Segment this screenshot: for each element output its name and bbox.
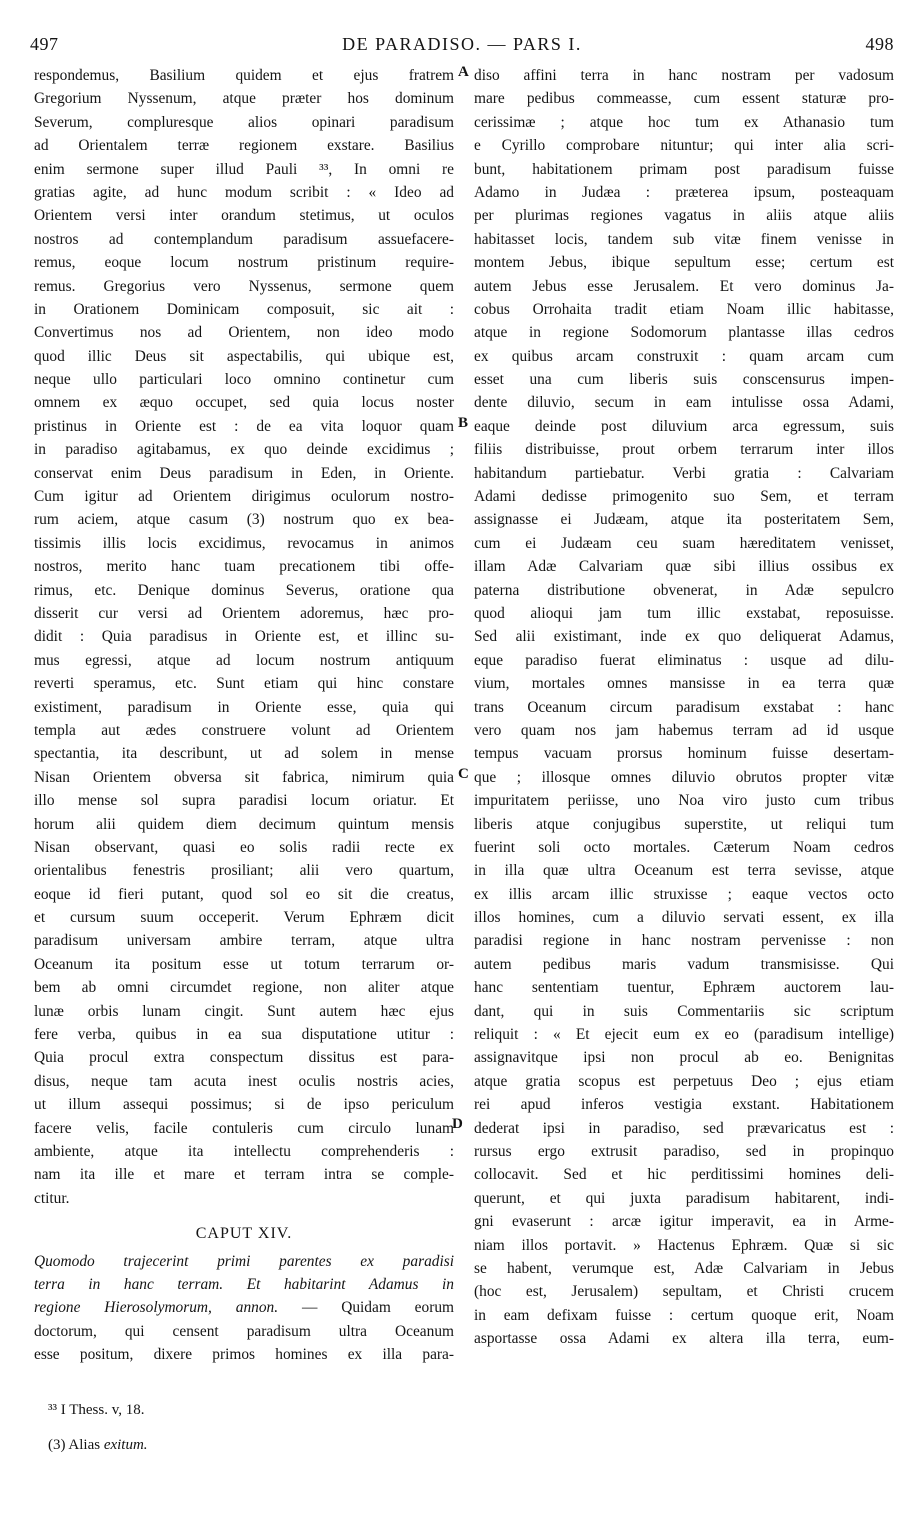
text-line: dederat ipsi in paradiso, sed prævaricatus est : [474, 1119, 894, 1137]
text-line: disus, neque tam acuta inest oculis nostris acies, [34, 1072, 454, 1090]
text-line: assignavitque ipsi non procul ab eo. Benignitas [474, 1049, 894, 1067]
text-line: horum alii quidem diem decimum quintum mensis [34, 815, 454, 833]
text-line: enim sermone super illud Pauli ³³, In omni re [34, 160, 454, 178]
text-line: liberis atque conjugibus superstite, ut reliqui tum [474, 815, 894, 833]
text-line: in paradiso agitabamus, ex quo deinde excidimus ; [34, 441, 454, 459]
chapter-title-tail: — Quidam eorum [278, 1299, 454, 1317]
margin-letter-a: A [458, 64, 469, 80]
text-line: bem ab omni circumdet regione, non aliter atque [34, 979, 454, 997]
text-line: ex illis arcam illic struxisse ; eaque vectos octo [474, 885, 894, 903]
text-line: trans Oceanum circum paradisum exstabat : hanc [474, 698, 894, 716]
right-column [474, 64, 894, 1350]
text-line: autem Jebus esse Jerusalem. Et vero dominus Ja- [474, 277, 894, 295]
running-title: DE PARADISO. — PARS I. [342, 34, 582, 54]
text-line: Orientem versi inter orandum stetimus, ut oculos [34, 207, 454, 225]
text-line: reverti speramus, etc. Sunt etiam qui hinc constare [34, 675, 454, 693]
text-line: illam Adæ Calvariam quæ sibi illius ossibus ex [474, 558, 894, 576]
text-line: paradisi regione in hanc nostram pervenisse : non [474, 932, 894, 950]
chapter-title-line: terra in hanc terram. Et habitarint Adamus in [34, 1275, 454, 1293]
text-line: lunæ orbis lunam cingit. Sunt autem hæc ejus [34, 1002, 454, 1020]
text-line: niam illos portavit. » Hactenus Ephræm. Quæ si sic [474, 1236, 894, 1254]
text-line: mare pedibus commeasse, cum essent staturæ pro- [474, 90, 894, 108]
text-line: habitandum partiebatur. Verbi gratia : Calvariam [474, 464, 894, 482]
text-line: Nisan observant, quasi eo solis radii recte ex [34, 838, 454, 856]
text-line: collocavit. Sed et hic perditissimi homines deli- [474, 1166, 894, 1184]
text-line: querunt, et qui juxta paradisum habitarent, indi- [474, 1189, 894, 1207]
text-line: Cum igitur ad Orientem dirigimus oculorum nostro- [34, 488, 454, 506]
text-line: montem Jebus, ibique sepultum esse; certum est [474, 254, 894, 272]
footnote-thess: ³³ I Thess. v, 18. [48, 1402, 145, 1418]
text-line: diso affini terra in hanc nostram per vadosum [474, 67, 894, 84]
text-line: in illa quæ ultra Oceanum est terra sevisse, atque [474, 862, 894, 880]
text-line: nostros ad contemplandum paradisum assuefacere- [34, 230, 454, 248]
chapter-heading: CAPUT XIV. [195, 1225, 293, 1243]
text-line: eaque deinde post diluvium arca egressum, suis [474, 417, 894, 435]
page-number-left: 497 [30, 34, 59, 54]
text-line: autem pedibus maris vadum transmisisse. Qui [474, 955, 894, 973]
text-line: atque in regione Sodomorum plantasse illas cedros [474, 324, 894, 342]
text-line: cum ei Judæam ceu suam hæreditatem venisset, [474, 534, 894, 552]
text-line: bunt, habitationem primam post paradisum fuisse [474, 160, 894, 178]
text-line: remus, eoque locum nostrum pristinum require- [34, 254, 454, 272]
text-line: per plurimas regiones vagatus in aliis atque aliis [474, 207, 894, 225]
text-line: pristinus in Oriente est : de ea vita loquor quam [34, 417, 454, 435]
text-line: existiment, paradisum in Oriente esse, quia qui [34, 698, 454, 716]
text-line: se habent, verumque est, Adæ Calvariam in Jebus [474, 1259, 894, 1277]
text-line: rimus, etc. Denique dominus Severus, oratione qua [34, 581, 454, 599]
text-line: didit : Quia paradisus in Oriente est, et illinc su- [34, 628, 454, 646]
text-line: in eam defixam fuisse : certum quoque erit, Noam [474, 1306, 894, 1324]
text-line: spectantia, ita describunt, ut ad solem in mense [34, 745, 454, 763]
text-line: ambiente, atque ita intellectu comprehenderis : [34, 1142, 454, 1160]
text-line: quod illic Deus sit aspectabilis, qui ubique est, [34, 347, 454, 365]
footnote-alias-word: exitum. [103, 1437, 148, 1453]
text-line: ctitur. [34, 1189, 70, 1207]
left-column [34, 64, 454, 1366]
text-line: impuritatem periisse, uno Noa viro justo cum tribus [474, 792, 894, 810]
text-line: ut illum assequi possimus; si de ipso periculum [34, 1096, 454, 1114]
text-line: et cursum suum occeperit. Verum Ephræm dicit [34, 909, 454, 927]
text-line: templa aut ædes construere volunt ad Orientem [34, 721, 454, 739]
text-line: eque paradiso fuerat eliminatus : usque ad dilu- [474, 651, 894, 669]
text-line: fuerint soli octo mortales. Cæterum Noam cedros [474, 838, 894, 856]
text-line: Adamo in Judæa : præterea ipsum, posteaquam [474, 183, 894, 201]
text-line: Adami dedisse primogenito suo Sem, et terram [474, 488, 894, 506]
text-line: rursus ergo extrusit paradiso, sed in propinquo [474, 1142, 894, 1160]
text-line: esset una cum liberis suis conscensurus impen- [474, 371, 894, 389]
text-line: conservat enim Deus paradisum in Eden, in Oriente. [34, 464, 454, 482]
text-line: Gregorium Nyssenum, atque præter hos dominum [34, 90, 454, 108]
text-line: rum aciem, atque casum (3) nostrum quo ex bea- [34, 511, 454, 529]
text-line: tempus vacuam prorsus hominum fuisse desertam- [474, 745, 894, 763]
text-line: in Orationem Dominicam composuit, sic ait : [34, 300, 454, 318]
text-line: Convertimus nos ad Orientem, non ideo modo [34, 324, 454, 342]
text-line: paterna distributione obvenerat, in Adæ sepulcro [474, 581, 894, 599]
text-line: omnem ex æquo occupet, sed quia locus noster [34, 394, 454, 412]
text-line: vium, mortales omnes mansisse in ea terra quæ [474, 675, 894, 693]
chapter-title-text: regione Hierosolymorum, annon. [34, 1299, 279, 1317]
footnote-alias-label: (3) Alias [48, 1437, 104, 1453]
text-line: orientalibus fenestris prosiliant; alii vero quartum, [34, 862, 454, 880]
text-line: fere verba, quibus in ea sua disputatione utitur : [34, 1026, 454, 1044]
text-line: facere velis, facile contuleris cum circulo lunam [34, 1119, 454, 1137]
text-line: filiis distribuisse, prout orbem terrarum inter illos [474, 441, 894, 459]
text-line: hanc sententiam tuentur, Ephræm auctorem lau- [474, 979, 894, 997]
text-line: assignasse ei Judæam, atque ita posteritatem Sem, [474, 511, 894, 529]
text-line: atque gratia scopus est perpetuus Deo ; ejus etiam [474, 1072, 894, 1090]
text-line: quod alioqui jam tum illic exstabat, reposuisse. [474, 604, 894, 622]
footnote-alias [48, 1437, 148, 1454]
text-line: remus. Gregorius vero Nyssenus, sermone quem [34, 277, 454, 295]
text-line: Severum, compluresque alios opinari paradisum [34, 113, 454, 131]
text-line: (hoc est, Jerusalem) sepultam, et Christi crucem [474, 1283, 894, 1301]
text-line: reliquit : « Et ejecit eum ex eo (paradisum intellige) [474, 1026, 894, 1044]
text-line: dant, qui in suis Commentariis sic scriptum [474, 1002, 894, 1020]
text-line: disserit cur versi ad Orientem adoremus, hæc pro- [34, 604, 454, 622]
text-line: cerissimæ ; atque hoc tum ex Athanasio tum [474, 113, 894, 131]
text-line: mus egressi, atque ad locum nostrum antiquum [34, 651, 454, 669]
page-header [30, 34, 894, 60]
margin-letter-c: C [458, 766, 469, 782]
page-number-right: 498 [865, 34, 894, 54]
text-line: Quia procul extra conspectum dissitus est para- [34, 1049, 454, 1067]
text-line: ad Orientalem terræ regionem exstare. Basilius [34, 137, 454, 155]
text-line: cobus Orrohaita tradit etiam Noam illic habitasse, [474, 300, 894, 318]
text-line: rei apud inferos vestigia exstant. Habitationem [474, 1096, 894, 1114]
text-line: vero quam nos jam habemus terram ad id usque [474, 721, 894, 739]
text-line: Nisan Orientem obversa sit fabrica, nimirum quia [34, 768, 454, 786]
text-line: tissimis illis locis excidimus, revocamus in animos [34, 534, 454, 552]
text-line: habitasset locis, tandem sub vitæ finem venisse in [474, 230, 894, 248]
text-line: e Cyrillo comprobare nituntur; qui inter alia scri- [474, 137, 894, 155]
text-line: dente diluvio, secum in eam intulisse ossa Adami, [474, 394, 894, 412]
text-line: Sed alii existimant, inde ex quo deliquerat Adamus, [474, 628, 894, 646]
text-line: illo mense sol supra paradisi locum oriatur. Et [34, 792, 454, 810]
chapter-title-line [34, 1296, 454, 1319]
text-line: asportasse ossa Adami ex altera illa terra, eum- [474, 1330, 894, 1348]
text-line: esse positum, dixere primos homines ex illa para- [34, 1346, 454, 1364]
text-line: illos homines, cum a diluvio servati essent, ex illa [474, 909, 894, 927]
footnotes [48, 1402, 148, 1472]
text-line: paradisum universam ambire terram, atque ultra [34, 932, 454, 950]
text-line: doctorum, qui censent paradisum ultra Oceanum [34, 1322, 454, 1340]
margin-letter-d: D [452, 1116, 463, 1132]
text-line: gni evaserunt : arcæ igitur imperavit, ea in Arme- [474, 1213, 894, 1231]
text-line: nam ita ille et mare et terram intra se comple- [34, 1166, 454, 1184]
text-line: ex quibus arcam construxit : quam arcam cum [474, 347, 894, 365]
chapter-title-line: Quomodo trajecerint primi parentes ex paradisi [34, 1252, 454, 1270]
text-line: que ; illosque omnes diluvio obrutos propter vitæ [474, 768, 894, 786]
text-line: gratias agite, ad hunc modum scribit : « Ideo ad [34, 183, 454, 201]
margin-letter-b: B [458, 415, 469, 431]
text-line: eoque id fieri putant, quod sol eo sit die creatus, [34, 885, 454, 903]
text-line: respondemus, Basilium quidem et ejus fratrem [34, 67, 454, 84]
text-line: Oceanum ita positum esse ut totum terrarum or- [34, 955, 454, 973]
text-line: neque ullo particulari loco omnino continetur cum [34, 371, 454, 389]
text-line: nostros, merito hanc tuam precationem tibi offe- [34, 558, 454, 576]
